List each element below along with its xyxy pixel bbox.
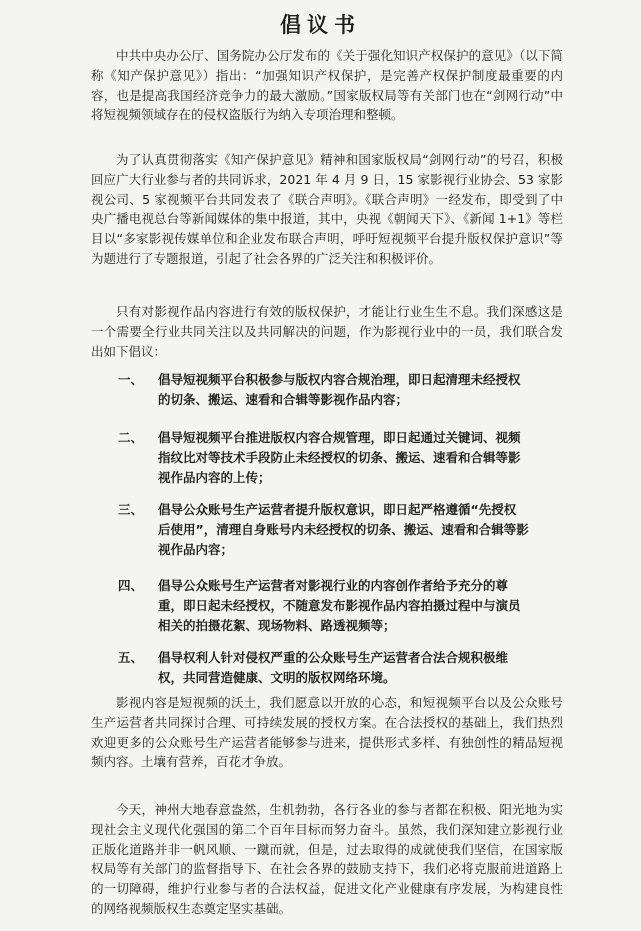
proposal-number: 五、	[118, 650, 144, 665]
proposal-line: 倡导公众账号生产运营者对影视行业的内容创作者给予充分的尊	[158, 578, 509, 593]
paragraph-authorization: 影视内容是短视频的沃土，我们愿意以开放的心态，和短视频平台以及公众账号生产运营者共同探讨合理、可持续发展的授权方案。在合法授权的基础上，我们热烈欢迎更多的公众账号生产运营者能够参与进来，提供形式多样、有独创性的精品短视频内容。土壤有营养，百花才争放。	[91, 695, 563, 770]
proposal-text	[158, 370, 558, 410]
proposal-number: 二、	[118, 430, 144, 445]
proposal-line: 倡导短视频平台推进版权内容合规管理，即日起通过关键词、视频	[158, 430, 521, 445]
proposal-line: 重，即日起未经授权，不随意发布影视作品内容拍摄过程中与演员	[158, 597, 521, 613]
proposal-line: 后使用”，清理自身账号内未经授权的切条、搬运、速看和合辑等影	[158, 521, 529, 537]
proposal-text	[158, 500, 558, 559]
document-title: 倡议书	[280, 13, 361, 37]
paragraph-initiative-lead: 只有对影视作品内容进行有效的版权保护，才能让行业生生不息。我们深感这是一个需要全行业共同关注以及共同解决的问题，作为影视行业中的一员，我们联合发出如下倡议：	[91, 304, 563, 359]
proposal-line: 权，共同营造健康、文明的版权网络环境。	[158, 669, 396, 685]
proposal-line: 相关的拍摄花絮、现场物料、路透视频等；	[158, 617, 396, 633]
paragraph-joint-statement: 为了认真贯彻落实《知产保护意见》精神和国家版权局“剑网行动”的号召，积极回应广大行业参与者的共同诉求，2021 年 4 月 9 日，15 家影视行业协会、53 家影视公司、5 家视频平台共同发表了《联合声明》。《联合声明》一经发布，即受到了中央广播电视总台等新闻媒体的集中报道，其中，央视《朝闻天下》、《新闻 1+1》等栏目以“多家影视传媒单位和企业发布联合声明，呼吁短视频平台提升版权保护意识”等为题进行了专题报道，引起了社会各界的广泛关注和积极评价。	[91, 152, 563, 266]
proposal-number: 三、	[118, 502, 144, 517]
proposal-line: 视作品内容；	[158, 541, 234, 557]
proposal-number: 一、	[118, 372, 144, 387]
proposal-item	[118, 576, 558, 636]
proposal-line: 倡导公众账号生产运营者提升版权意识，即日起严格遵循“先授权	[158, 502, 517, 517]
proposal-item	[118, 428, 558, 488]
proposal-item	[118, 648, 558, 688]
proposal-line: 倡导短视频平台积极参与版权内容合规治理，即日起清理未经授权	[158, 372, 521, 387]
proposal-line: 指纹比对等技术手段防止未经授权的切条、搬运、速看和合辑等影	[158, 449, 521, 465]
paragraph-intro: 中共中央办公厅、国务院办公厅发布的《关于强化知识产权保护的意见》（以下简称《知产保护意见》）指出：“加强知识产权保护，是完善产权保护制度最重要的内容，也是提高我国经济竞争力的最大激励。”国家版权局等有关部门也在“剑网行动”中将短视频领域存在的侵权盗版行为纳入专项治理和整顿。	[91, 48, 563, 123]
proposal-text	[158, 576, 558, 635]
proposal-number: 四、	[118, 578, 144, 593]
proposal-item	[118, 370, 558, 410]
proposal-line: 的切条、搬运、速看和合辑等影视作品内容；	[158, 391, 409, 407]
proposal-item	[118, 500, 558, 560]
proposal-text	[158, 428, 558, 487]
proposal-line: 倡导权利人针对侵权严重的公众账号生产运营者合法合规积极维	[158, 650, 509, 665]
proposal-text	[158, 648, 558, 688]
proposal-line: 视作品内容的上传；	[158, 469, 271, 485]
paragraph-conclusion: 今天，神州大地春意盎然，生机勃勃，各行各业的参与者都在积极、阳光地为实现社会主义现代化强国的第二个百年目标而努力奋斗。虽然，我们深知建立影视行业正版化道路并非一帆风顺、一蹴而就，但是，过去取得的成就使我们坚信，在国家版权局等有关部门的监督指导下、在社会各界的鼓励支持下，我们必将克服前进道路上的一切障碍，维护行业参与者的合法权益，促进文化产业健康有序发展，为构建良性的网络视频版权生态奠定坚实基础。	[91, 802, 563, 916]
